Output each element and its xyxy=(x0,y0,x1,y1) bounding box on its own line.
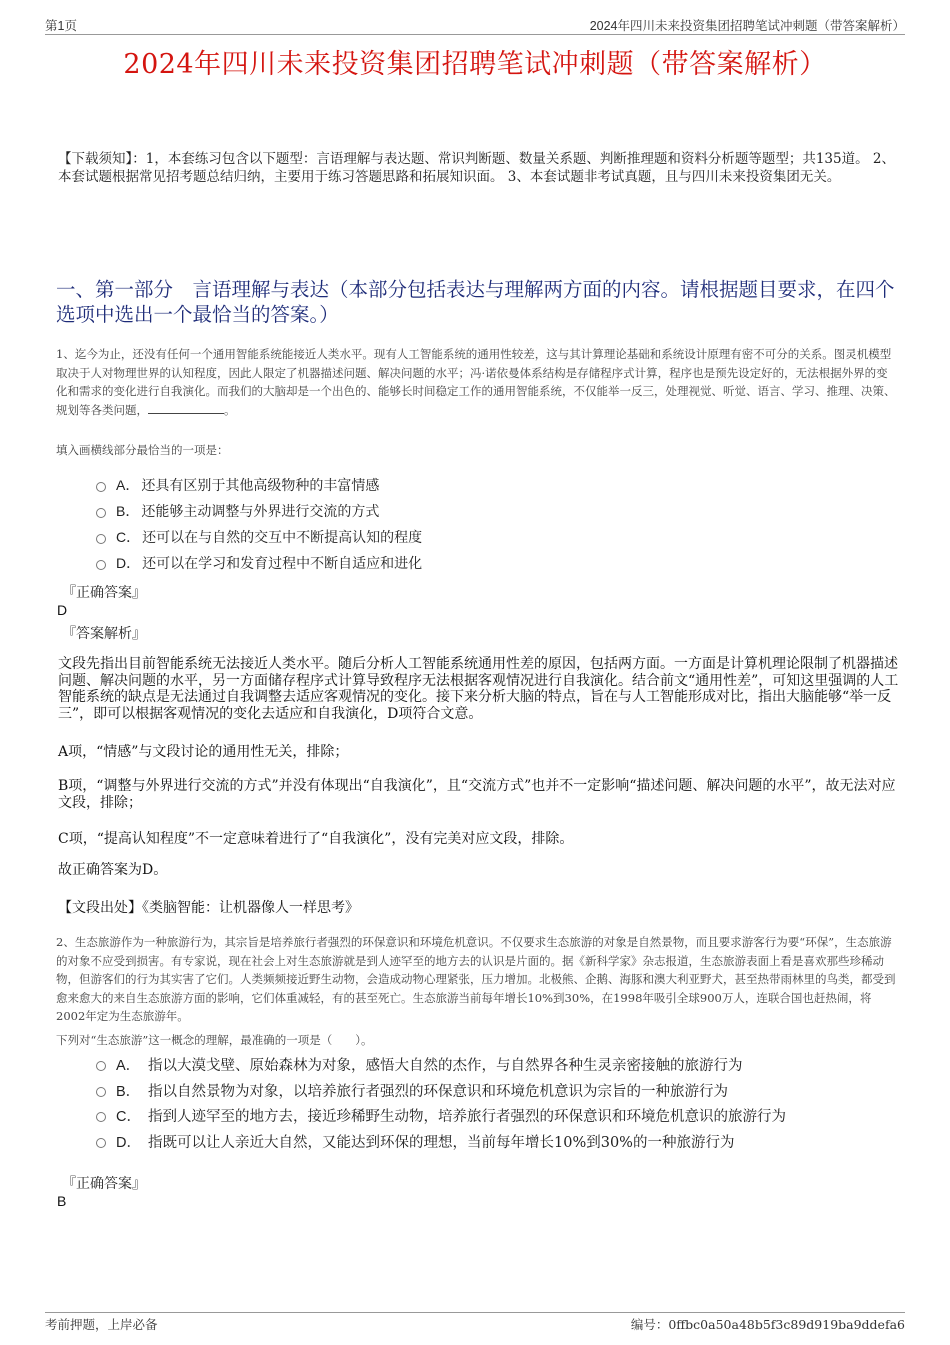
radio-icon[interactable] xyxy=(96,1061,106,1071)
analysis-paragraph: 故正确答案为D。 xyxy=(58,862,168,878)
radio-icon[interactable] xyxy=(96,1087,106,1097)
radio-icon[interactable] xyxy=(96,1138,106,1148)
answer-value: B xyxy=(57,1193,67,1209)
answer-value: D xyxy=(57,602,68,618)
answer-label: 『正确答案』 xyxy=(62,585,146,601)
option-d[interactable]: D． 还可以在学习和发育过程中不断自适应和进化 xyxy=(96,550,422,576)
radio-icon[interactable] xyxy=(96,482,106,492)
page-footer xyxy=(45,1312,905,1333)
option-c[interactable]: C． 还可以在与自然的交互中不断提高认知的程度 xyxy=(96,524,422,550)
source-citation: 【文段出处】《类脑智能：让机器像人一样思考》 xyxy=(58,900,359,916)
question-2-prompt: 下列对“生态旅游”这一概念的理解，最准确的一项是（ ）。 xyxy=(56,1033,373,1047)
option-d[interactable]: D． 指既可以让人亲近大自然，又能达到环保的理想，当前每年增长10%到30%的一种旅游行为 xyxy=(96,1129,786,1155)
analysis-paragraph: A项，“情感”与文段讨论的通用性无关，排除； xyxy=(58,744,349,760)
question-2-options xyxy=(96,1052,786,1154)
question-1-stem: 1、迄今为止，还没有任何一个通用智能系统能接近人类水平。现有人工智能系统的通用性较差，这与其计算理论基础和系统设计原理有密不可分的关系。图灵机模型取决于人对物理世界的认知程度，因此人限定了机器描述问题、解决问题的水平；冯·诺依曼体系结构是存储程序式计算，程序也是预先设定好的，无法根据外界的变化和需求的变化进行自我演化。而我们的大脑却是一个出色的、能够长时间稳定工作的通用智能系统，不仅能举一反三，处理视觉、听觉、语言、学习、推理、决策、规划等各类问题， 。 xyxy=(56,347,896,417)
page-title: 2024年四川未来投资集团招聘笔试冲刺题（带答案解析） xyxy=(123,49,827,80)
question-1-options xyxy=(96,472,422,576)
option-b[interactable]: B． 还能够主动调整与外界进行交流的方式 xyxy=(96,498,422,524)
question-2-stem: 2、生态旅游作为一种旅游行为，其宗旨是培养旅行者强烈的环保意识和环境危机意识。不仅要求生态旅游的对象是自然景物，而且要求游客行为要“环保”，生态旅游的对象不应受到损害。有专家说，现在社会上对生态旅游就是到人迹罕至的地方去的认识是片面的。据《新科学家》杂志报道，生态旅游表面上看是喜欢那些珍稀动物，但游客们的行为其实害了它们。人类频频接近野生动物，会造成动物心理紧张，压力增加。北极熊、企鹅、海豚和澳大利亚野犬，甚至热带雨林里的鸟类，都受到愈来愈大的来自生态旅游方面的影响，它们体重减轻，有的甚至死亡。生态旅游当前每年增长10%到30%，在1998年吸引全球900万人，连联合国也赶热闹，将2002年定为生态旅游年。 xyxy=(56,935,896,1023)
footer-doc-id: 编号：0ffbc0a50a48b5f3c89d919ba9ddefa6 xyxy=(630,1317,905,1332)
header-doc-title: 2024年四川未来投资集团招聘笔试冲刺题（带答案解析） xyxy=(589,19,905,33)
analysis-paragraph: C项，“提高认知程度”不一定意味着进行了“自我演化”，没有完美对应文段，排除。 xyxy=(58,831,574,847)
option-a[interactable]: A． 指以大漠戈壁、原始森林为对象，感悟大自然的杰作，与自然界各种生灵亲密接触的旅游行为 xyxy=(96,1052,786,1078)
radio-icon[interactable] xyxy=(96,1112,106,1122)
question-1-prompt: 填入画横线部分最恰当的一项是： xyxy=(56,443,229,457)
page-number: 第1页 xyxy=(45,19,77,33)
analysis-paragraph: 文段先指出目前智能系统无法接近人类水平。随后分析人工智能系统通用性差的原因，包括两方面。一方面是计算机理论限制了机器描述问题、解决问题的水平，另一方面储存程序式计算导致程序无法根据客观情况进行自我演化。结合前文“通用性差”，可知这里强调的人工智能系统的缺点是无法通过自我调整去适应客观情况的变化。接下来分析大脑的特点，旨在与人工智能形成对比，指出大脑能够“举一反三”，即可以根据客观情况的变化去适应和自我演化，D项符合文意。 xyxy=(58,656,899,722)
footer-slogan: 考前押题，上岸必备 xyxy=(45,1317,158,1332)
radio-icon[interactable] xyxy=(96,508,106,518)
option-b[interactable]: B． 指以自然景物为对象，以培养旅行者强烈的环保意识和环境危机意识为宗旨的一种旅游行为 xyxy=(96,1078,786,1104)
analysis-label: 『答案解析』 xyxy=(62,626,146,642)
analysis-paragraph: B项，“调整与外界进行交流的方式”并没有体现出“自我演化”，且“交流方式”也并不一定影响“描述问题、解决问题的水平”，故无法对应文段，排除； xyxy=(58,778,896,811)
answer-label: 『正确答案』 xyxy=(62,1176,146,1192)
radio-icon[interactable] xyxy=(96,534,106,544)
radio-icon[interactable] xyxy=(96,560,106,570)
section-heading: 一、第一部分 言语理解与表达（本部分包括表达与理解两方面的内容。请根据题目要求，在四个选项中选出一个最恰当的答案。） xyxy=(56,278,895,326)
fill-blank xyxy=(148,403,224,414)
download-notice: 【下载须知】：1，本套练习包含以下题型：言语理解与表达题、常识判断题、数量关系题、判断推理题和资料分析题等题型；共135道。 2、本套试题根据常见招考题总结归纳，主要用于练习答题思路和拓展知识面。 3、本套试题非考试真题，且与四川未来投资集团无关。 xyxy=(58,151,895,185)
page-header xyxy=(45,14,905,35)
option-a[interactable]: A． 还具有区别于其他高级物种的丰富情感 xyxy=(96,472,422,498)
option-c[interactable]: C． 指到人迹罕至的地方去，接近珍稀野生动物，培养旅行者强烈的环保意识和环境危机意识的旅游行为 xyxy=(96,1103,786,1129)
